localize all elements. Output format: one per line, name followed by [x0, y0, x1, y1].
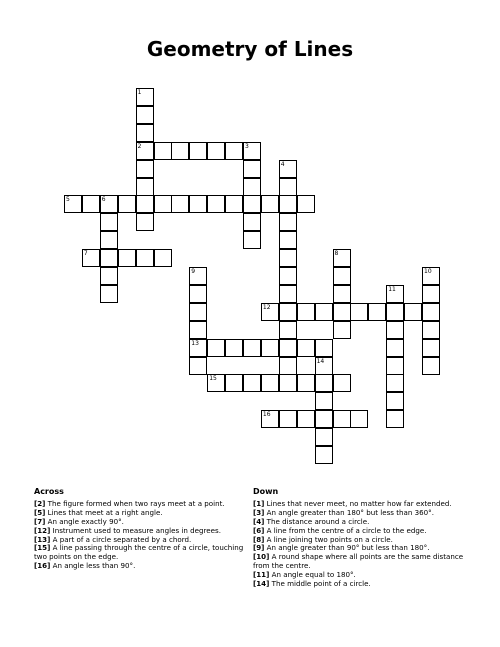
crossword-cell[interactable] — [207, 195, 225, 213]
crossword-cell[interactable] — [386, 303, 404, 321]
crossword-cell[interactable] — [118, 249, 136, 267]
clue-number: [4] — [253, 516, 265, 526]
crossword-cell[interactable] — [279, 231, 297, 249]
clue-number: [2] — [34, 498, 46, 508]
crossword-cell[interactable] — [64, 195, 82, 213]
clue-text: The middle point of a circle. — [269, 579, 371, 589]
crossword-cell[interactable] — [315, 428, 333, 446]
clue-text: Lines that meet at a right angle. — [45, 507, 163, 517]
crossword-cell[interactable] — [136, 88, 154, 106]
crossword-cell[interactable] — [207, 374, 225, 392]
crossword-cell[interactable] — [189, 267, 207, 285]
cell-number: 14 — [316, 357, 325, 365]
cell-number: 2 — [137, 142, 142, 150]
crossword-cell[interactable] — [118, 195, 136, 213]
clue-number: [15] — [34, 543, 51, 553]
crossword-cell[interactable] — [136, 195, 154, 213]
crossword-cell[interactable] — [189, 142, 207, 160]
down-list — [253, 500, 468, 589]
cell-number: 12 — [262, 303, 271, 311]
crossword-cell[interactable] — [315, 303, 333, 321]
crossword-cell[interactable] — [386, 321, 404, 339]
crossword-cell[interactable] — [243, 160, 261, 178]
clue-text: An angle greater than 90° but less than 180°. — [264, 543, 430, 553]
crossword-cell[interactable] — [189, 195, 207, 213]
crossword-cell[interactable] — [279, 321, 297, 339]
crossword-cell[interactable] — [243, 195, 261, 213]
crossword-cell[interactable] — [243, 178, 261, 196]
crossword-cell[interactable] — [136, 213, 154, 231]
clue-number: [12] — [34, 525, 51, 535]
cell-number: 5 — [66, 196, 70, 204]
cell-number: 15 — [209, 375, 217, 383]
cell-number: 1 — [137, 89, 142, 96]
cell-number: 16 — [262, 411, 271, 419]
crossword-cell[interactable] — [136, 124, 154, 142]
crossword-cell[interactable] — [171, 142, 189, 160]
clue-text: An angle exactly 90°. — [45, 516, 124, 526]
crossword-cell[interactable] — [333, 303, 351, 321]
crossword-cell[interactable] — [350, 303, 368, 321]
crossword-cell[interactable] — [422, 321, 440, 339]
cell-number: 3 — [245, 142, 249, 150]
clue-number: [3] — [253, 507, 265, 517]
clue-number: [11] — [253, 570, 270, 580]
crossword-cell[interactable] — [279, 213, 297, 231]
crossword-cell[interactable] — [297, 339, 315, 357]
crossword-cell[interactable] — [279, 303, 297, 321]
crossword-cell[interactable] — [225, 142, 243, 160]
cell-number: 11 — [388, 285, 396, 293]
crossword-cell[interactable] — [279, 267, 297, 285]
cell-number: 4 — [280, 160, 285, 168]
crossword-cell[interactable] — [279, 160, 297, 178]
crossword-cell[interactable] — [82, 195, 100, 213]
crossword-cell[interactable] — [315, 392, 333, 410]
cell-number: 13 — [191, 339, 199, 347]
crossword-cell[interactable] — [333, 267, 351, 285]
clue-text: Lines that never meet, no matter how far extended. — [264, 498, 452, 508]
crossword-cell[interactable] — [333, 285, 351, 303]
cell-number: 7 — [83, 250, 88, 258]
crossword-cell[interactable] — [100, 213, 118, 231]
crossword-cell[interactable] — [100, 285, 118, 303]
crossword-cell[interactable] — [279, 339, 297, 357]
crossword-cell[interactable] — [261, 339, 279, 357]
crossword-cell[interactable] — [386, 374, 404, 392]
clue-text: An angle equal to 180°. — [269, 570, 356, 580]
across-clue — [34, 544, 246, 562]
clue-text: The figure formed when two rays meet at a point. — [45, 498, 225, 508]
crossword-cell[interactable] — [279, 357, 297, 375]
clue-text: A line from the centre of a circle to the edge. — [264, 525, 427, 535]
clue-text: A line joining two points on a circle. — [264, 534, 393, 544]
crossword-cell[interactable] — [386, 410, 404, 428]
crossword-cell[interactable] — [333, 374, 351, 392]
crossword-cell[interactable] — [261, 374, 279, 392]
crossword-cell[interactable] — [350, 410, 368, 428]
crossword-cell[interactable] — [386, 339, 404, 357]
clue-text: Instrument used to measure angles in degrees. — [50, 525, 221, 535]
cell-number: 9 — [191, 268, 196, 275]
across-clue — [34, 562, 246, 571]
crossword-cell[interactable] — [368, 303, 386, 321]
clue-text: An angle less than 90°. — [50, 561, 136, 571]
down-clue — [253, 553, 468, 571]
clue-number: [16] — [34, 561, 51, 571]
crossword-cell[interactable] — [386, 392, 404, 410]
clue-text: A round shape where all points are the same distance from the centre. — [253, 552, 464, 571]
crossword-cell[interactable] — [136, 106, 154, 124]
crossword-cell[interactable] — [136, 249, 154, 267]
crossword-cell[interactable] — [279, 195, 297, 213]
crossword-cell[interactable] — [422, 285, 440, 303]
crossword-cell[interactable] — [261, 303, 279, 321]
cell-number: 6 — [101, 196, 106, 204]
crossword-cell[interactable] — [189, 303, 207, 321]
clue-number: [5] — [34, 507, 46, 517]
cell-number: 10 — [424, 268, 432, 275]
crossword-cell[interactable] — [315, 374, 333, 392]
crossword-cell[interactable] — [82, 249, 100, 267]
crossword-cell[interactable] — [243, 374, 261, 392]
clue-number: [8] — [253, 534, 265, 544]
crossword-cell[interactable] — [333, 321, 351, 339]
across-list — [34, 500, 246, 571]
crossword-cell[interactable] — [261, 195, 279, 213]
clue-text: A line passing through the centre of a circle, touching two points on the edge. — [34, 543, 244, 562]
crossword-cell[interactable] — [243, 213, 261, 231]
crossword-cell[interactable] — [225, 339, 243, 357]
crossword-cell[interactable] — [100, 267, 118, 285]
clue-text: An angle greater than 180° but less than 360°. — [264, 507, 434, 517]
crossword-cell[interactable] — [386, 285, 404, 303]
crossword-cell[interactable] — [297, 374, 315, 392]
crossword-cell[interactable] — [333, 249, 351, 267]
crossword-cell[interactable] — [279, 178, 297, 196]
crossword-cell[interactable] — [297, 195, 315, 213]
clue-number: [13] — [34, 534, 51, 544]
crossword-cell[interactable] — [261, 410, 279, 428]
crossword-cell[interactable] — [297, 303, 315, 321]
crossword-cell[interactable] — [422, 357, 440, 375]
crossword-cell[interactable] — [171, 195, 189, 213]
clue-number: [6] — [253, 525, 265, 535]
crossword-cell[interactable] — [154, 142, 172, 160]
crossword-cell[interactable] — [279, 374, 297, 392]
clue-number: [1] — [253, 498, 265, 508]
clue-text: The distance around a circle. — [264, 516, 370, 526]
crossword-cell[interactable] — [100, 249, 118, 267]
crossword-cell[interactable] — [100, 195, 118, 213]
across-clues — [34, 488, 246, 571]
clue-number: [9] — [253, 543, 265, 553]
clue-number: [14] — [253, 579, 270, 589]
crossword-cell[interactable] — [136, 178, 154, 196]
crossword-cell[interactable] — [404, 303, 422, 321]
crossword-cell[interactable] — [225, 195, 243, 213]
crossword-cell[interactable] — [225, 374, 243, 392]
across-heading: Across — [34, 487, 64, 496]
crossword-cell[interactable] — [422, 339, 440, 357]
crossword-cell[interactable] — [279, 285, 297, 303]
crossword-cell[interactable] — [154, 249, 172, 267]
crossword-cell[interactable] — [315, 446, 333, 464]
crossword-cell[interactable] — [243, 339, 261, 357]
cell-number: 8 — [334, 250, 339, 258]
crossword-cell[interactable] — [386, 357, 404, 375]
down-clues — [253, 488, 468, 589]
crossword-cell[interactable] — [189, 321, 207, 339]
crossword-cell[interactable] — [136, 142, 154, 160]
clue-text: A part of a circle separated by a chord. — [50, 534, 192, 544]
page-title: Geometry of Lines — [146, 37, 354, 61]
crossword-cell[interactable] — [315, 357, 333, 375]
crossword-cell[interactable] — [207, 142, 225, 160]
crossword-cell[interactable] — [207, 339, 225, 357]
crossword-cell[interactable] — [154, 195, 172, 213]
crossword-cell[interactable] — [136, 160, 154, 178]
crossword-cell[interactable] — [189, 339, 207, 357]
crossword-cell[interactable] — [100, 231, 118, 249]
crossword-cell[interactable] — [279, 410, 297, 428]
down-heading: Down — [253, 487, 279, 496]
crossword-cell[interactable] — [189, 285, 207, 303]
crossword-cell[interactable] — [279, 249, 297, 267]
clue-number: [7] — [34, 516, 46, 526]
crossword-cell[interactable] — [333, 410, 351, 428]
crossword-cell[interactable] — [422, 267, 440, 285]
crossword-cell[interactable] — [422, 303, 440, 321]
clue-number: [10] — [253, 552, 270, 562]
down-clue — [253, 580, 468, 589]
crossword-cell[interactable] — [243, 231, 261, 249]
crossword-cell[interactable] — [315, 410, 333, 428]
crossword-cell[interactable] — [297, 410, 315, 428]
crossword-cell[interactable] — [243, 142, 261, 160]
crossword-cell[interactable] — [315, 339, 333, 357]
crossword-cell[interactable] — [189, 357, 207, 375]
